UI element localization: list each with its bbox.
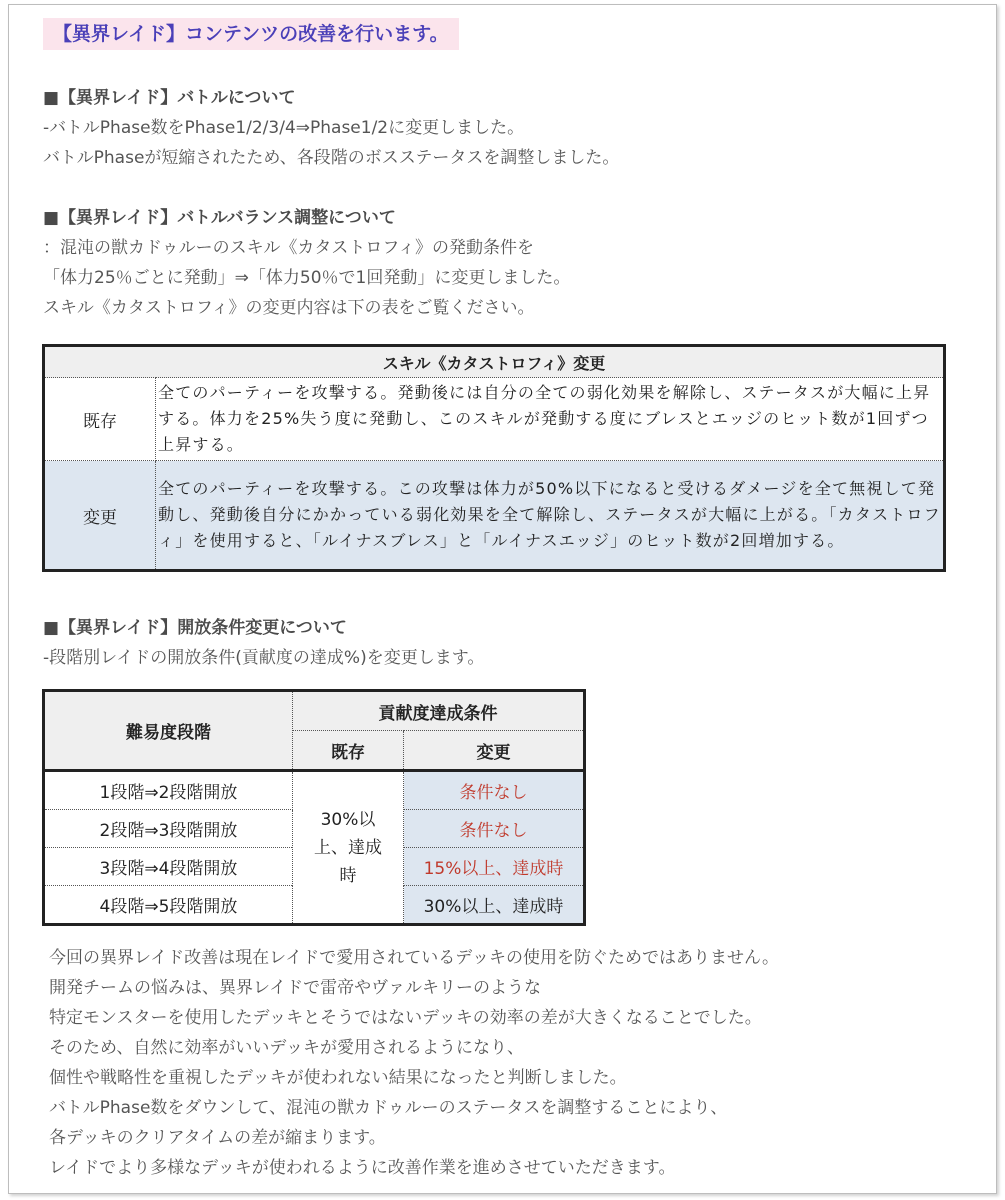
balance-heading: ■【異界レイド】バトルバランス調整について: [43, 208, 396, 228]
unlock-heading: ■【異界レイド】開放条件変更について: [43, 618, 347, 638]
closing-line-7: 各デッキのクリアタイムの差が縮まります。: [49, 1128, 386, 1148]
closing-line-3: 特定モンスターを使用したデッキとそうではないデッキの効率の差が大きくなることでした。: [49, 1008, 762, 1028]
new-condition-cell: 条件なし: [404, 771, 585, 810]
col-old-header: 既存: [293, 731, 404, 771]
row-label-old: 既存: [44, 378, 156, 461]
page-title: 【異界レイド】コンテンツの改善を行います。: [43, 18, 459, 50]
battle-heading: ■【異界レイド】バトルについて: [43, 88, 296, 108]
balance-line-2: 「体力25％ごとに発動」⇒「体力50％で1回発動」に変更しました。: [43, 268, 571, 288]
new-condition-cell: 条件なし: [404, 810, 585, 848]
battle-line-2: バトルPhaseが短縮されたため、各段階のボスステータスを調整しました。: [43, 148, 620, 168]
new-condition-cell: 15%以上、達成時: [404, 848, 585, 886]
col-new-header: 変更: [404, 731, 585, 771]
closing-line-2: 開発チームの悩みは、異界レイドで雷帝やヴァルキリーのような: [49, 978, 541, 998]
balance-line-1: ：混沌の獣カドゥルーのスキル《カタストロフィ》の発動条件を: [43, 238, 535, 258]
table-row: [44, 771, 585, 810]
new-condition-cell: 30%以上、達成時: [404, 886, 585, 925]
unlock-line-1: -段階別レイドの開放条件(貢献度の達成%)を変更します。: [43, 648, 485, 668]
battle-line-1: -バトルPhase数をPhase1/2/3/4⇒Phase1/2に変更しました。: [43, 118, 525, 138]
balance-line-3: スキル《カタストロフィ》の変更内容は下の表をご覧ください。: [43, 298, 535, 318]
skill-change-table: [42, 344, 946, 572]
stage-cell: 3段階⇒4段階開放: [44, 848, 293, 886]
stage-cell: 4段階⇒5段階開放: [44, 886, 293, 925]
old-condition-text: 30%以上、達成時: [314, 809, 382, 886]
skill-table-header: スキル《カタストロフィ》変更: [44, 346, 945, 378]
row-text-old: 全てのパーティーを攻撃する。発動後には自分の全ての弱化効果を解除し、ステータスが大幅に上昇する。体力を25%失う度に発動し、このスキルが発動する度にブレスとエッジのヒット数が1回ずつ上昇する。: [156, 378, 945, 461]
closing-line-5: 個性や戦略性を重視したデッキが使われない結果になったと判断しました。: [49, 1068, 627, 1088]
table-row: [44, 461, 945, 571]
closing-line-6: バトルPhase数をダウンして、混沌の獣カドゥルーのステータスを調整することにより、: [49, 1098, 728, 1118]
stage-cell: 2段階⇒3段階開放: [44, 810, 293, 848]
closing-line-8: レイドでより多様なデッキが使われるように改善作業を進めさせていただきます。: [49, 1158, 676, 1178]
closing-line-1: 今回の異界レイド改善は現在レイドで愛用されているデッキの使用を防ぐためではありません。: [49, 948, 779, 968]
table-row: [44, 378, 945, 461]
col-group-header: 貢献度達成条件: [293, 691, 585, 731]
stage-cell: 1段階⇒2段階開放: [44, 771, 293, 810]
old-condition-cell: [293, 771, 404, 925]
unlock-condition-table: [42, 689, 586, 926]
row-text-new: 全てのパーティーを攻撃する。この攻撃は体力が50%以下になると受けるダメージを全て無視して発動し、発動後自分にかかっている弱化効果を全て解除し、ステータスが大幅に上がる。「カタストロフィ」を使用すると、「ルイナスブレス」と「ルイナスエッジ」のヒット数が2回増加する。: [156, 461, 945, 571]
row-label-new: 変更: [44, 461, 156, 571]
closing-line-4: そのため、自然に効率がいいデッキが愛用されるようになり、: [49, 1038, 524, 1058]
col-stage-header: 難易度段階: [44, 691, 293, 771]
notice-panel: [8, 4, 997, 1194]
